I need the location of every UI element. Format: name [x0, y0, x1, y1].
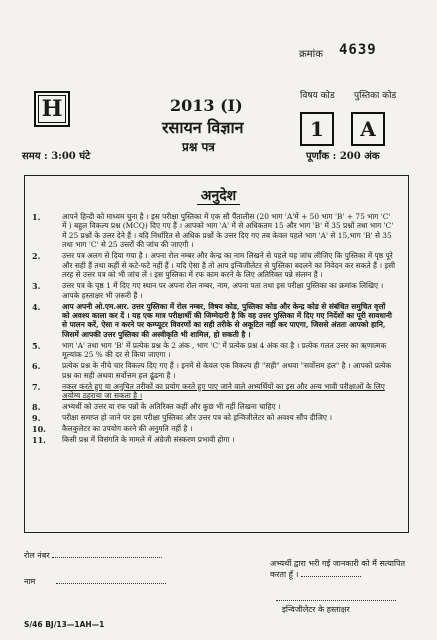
serial-number: 4639: [339, 42, 377, 58]
name-label: नाम: [24, 577, 36, 586]
instruction-number: 8.: [32, 402, 41, 413]
signature-line: [276, 600, 396, 601]
instruction-number: 2.: [32, 251, 41, 262]
declaration: [270, 558, 405, 580]
instruction-text: नकल करते हुए या अनुचित तरीकों का प्रयोग करते हुए पाए जाने वाले अभ्यर्थियों का इस और अन्य भावी परीक्षाओं के लिए अयोग्य ठहराया जा सकता है ।: [62, 381, 385, 401]
subject-code-label: विषय कोड: [300, 91, 335, 101]
instruction-text: भाग 'A' तथा भाग 'B' में प्रत्येक प्रश्न के 2 अंक , भाग 'C' में प्रत्येक प्रश्न 4 अंक का है । प्रत्येक गलत उत्तर का ऋणात्मक मूल्यांक 25 % की दर से किया जाएगा ।: [62, 340, 387, 360]
instruction-text: उत्तर पत्र अलग से दिया गया है । अपना रोल नम्बर और केन्द्र का नाम लिखने से पहले यह जांच लीजिए कि पुस्तिका में पृष्ठ पूरे और सही हैं तथा कहीं से कटे-फटे नहीं हैं । यदि ऐसा है तो आप इन्विजीलेटर से पुस्तिका बदलने का निवेदन कर सकते हैं । इसी तरह से उत्तर पत्र को भी जांच लें । इस पुस्तिका में रफ काम करने के लिए अतिरिक्त पन्ने संलग्न हैं ।: [62, 251, 396, 280]
subject-title: रसायन विज्ञान: [162, 118, 244, 137]
time-label: समय: [22, 151, 41, 162]
instruction-text: उत्तर पत्र के पृष्ठ 1 में दिए गए स्थान पर अपना रोल नम्बर, नाम, अपना पता तथा इस परीक्षा पुस्तिका का क्रमांक लिखिए । आपके हस्ताक्षर भी ज़रूरी हैं ।: [62, 281, 384, 300]
instruction-text: कैलकुलेटर का उपयोग करने की अनुमति नहीं है ।: [62, 424, 193, 434]
time-value: : 3:00 घंटे: [44, 151, 91, 162]
instruction-item: [30, 424, 395, 433]
declaration-line-1: अभ्यर्थी द्वारा भरी गई जानकारी को मैं सत्यापित: [270, 559, 406, 568]
instruction-number: 6.: [32, 361, 41, 372]
exam-year: 2013 (I): [170, 96, 243, 115]
name-field: [24, 576, 166, 587]
instruction-item: [30, 382, 395, 401]
instruction-text: आप अपनी ओ.एम.आर. उत्तर पुस्तिका में रोल नम्बर, विषय कोड, पुस्तिका कोड और केन्द्र कोड से संबंधित समुचित वृत्तों को अवश्य काला कर दें । यह एक मात्र परीक्षार्थी की जिम्मेदारी है कि वह उत्तर पुस्तिका में दिए गए निर्देशों का पूरी सावधानी से पालन करें, ऐसा न करने पर कम्प्यूटर विवरणों का सही तरीके से अकूटित नहीं कर पाएगा, जिससे अंततः आपको हानि, जिसमें आपकी उत्तर पुस्तिका की अस्वीकृति भी शामिल, हो सकती है ।: [62, 301, 392, 339]
instruction-item: [30, 212, 395, 250]
instruction-item: [30, 302, 395, 340]
series-box-inner-border: [38, 95, 66, 123]
name-line: [56, 583, 166, 584]
declaration-dots: [301, 576, 361, 577]
instruction-text: अभ्यर्थी को उत्तर या रफ पन्नों के अतिरिक्त कहीं और कुछ भी नहीं लिखना चाहिए ।: [62, 402, 281, 412]
instruction-item: [30, 251, 395, 279]
subject-code-box: 1: [300, 112, 334, 146]
time-allowed: [22, 148, 90, 162]
series-letter: H: [41, 96, 63, 122]
instruction-text: आपने हिन्दी को माध्यम चुना है । इस परीक्षा पुस्तिका में एक सौ पैंतालीस (20 भाग 'A'में + 50 भाग 'B' + 75 भाग 'C' में ) बहुल विकल्प प्रश्न (MCQ) दिए गए हैं । आपको भाग 'A' में से अधिकतम 15 और भाग 'B' में 35 प्रश्नों तथा भाग 'C' में 25 प्रश्नों के उत्तर देने हैं । यदि निर्धारित से अधिक प्रश्नों के उत्तर दिए गए तब केवल पहले भाग 'A' से 15,भाग 'B' से 35 तथा भाग 'C' से 25 उत्तरों की जांच की जाएगी ।: [62, 212, 394, 250]
instruction-number: 7.: [32, 381, 41, 392]
instruction-number: 10.: [32, 424, 46, 435]
instruction-text: परीक्षा समाप्त हो जाने पर इस परीक्षा पुस्तिका और उत्तर पत्र को इन्विजीलेटर को अवश्य सौंप दीजिए ।: [62, 413, 333, 423]
instruction-number: 1.: [32, 212, 41, 222]
instruction-item: [30, 402, 395, 411]
roll-number-line: [52, 557, 162, 558]
instruction-number: 5.: [32, 340, 41, 351]
instructions-heading: [0, 186, 437, 205]
roll-number-field: [24, 550, 162, 561]
instruction-text: प्रत्येक प्रश्न के नीचे चार विकल्प दिए गए हैं । इनमें से केवल एक विकल्प ही "सही" अथवा "सर्वोत्तम हल" है । आपको प्रत्येक प्रश्न का सही अथवा सर्वोत्तम हल ढूंढना है ।: [62, 361, 392, 380]
instruction-number: 11.: [32, 435, 46, 446]
serial-label: क्रमांक: [299, 49, 323, 60]
full-marks-value: : 200 अंक: [332, 151, 380, 162]
full-marks: [306, 148, 380, 162]
declaration-line-2: करता हूँ ।: [270, 570, 299, 580]
instruction-item: [30, 341, 395, 360]
instruction-number: 3.: [32, 281, 41, 292]
footer-code: S/46 BJ/13—1AH—1: [24, 620, 105, 629]
booklet-code-box: A: [351, 112, 385, 146]
instruction-number: 9.: [32, 413, 41, 424]
instruction-text: किसी प्रश्न में विसंगति के मामले में अंग्रेजी संस्करण प्रभावी होगा ।: [62, 435, 235, 445]
paper-title: प्रश्न पत्र: [182, 140, 215, 154]
series-letter-box: [34, 91, 70, 127]
instruction-item: [30, 281, 395, 300]
instruction-item: [30, 435, 395, 444]
booklet-code-label: पुस्तिका कोड: [354, 91, 397, 101]
instruction-item: [30, 413, 395, 422]
instruction-number: 4.: [32, 301, 41, 312]
instructions-list: [30, 212, 395, 447]
instruction-item: [30, 361, 395, 380]
invigilator-signature-label: इन्विजीलेटर के हस्ताक्षर: [282, 605, 350, 614]
roll-number-label: रोल नंबर: [24, 551, 50, 560]
instructions-heading-text: अनुदेश: [197, 188, 240, 205]
full-marks-label: पूर्णांक: [306, 151, 330, 162]
